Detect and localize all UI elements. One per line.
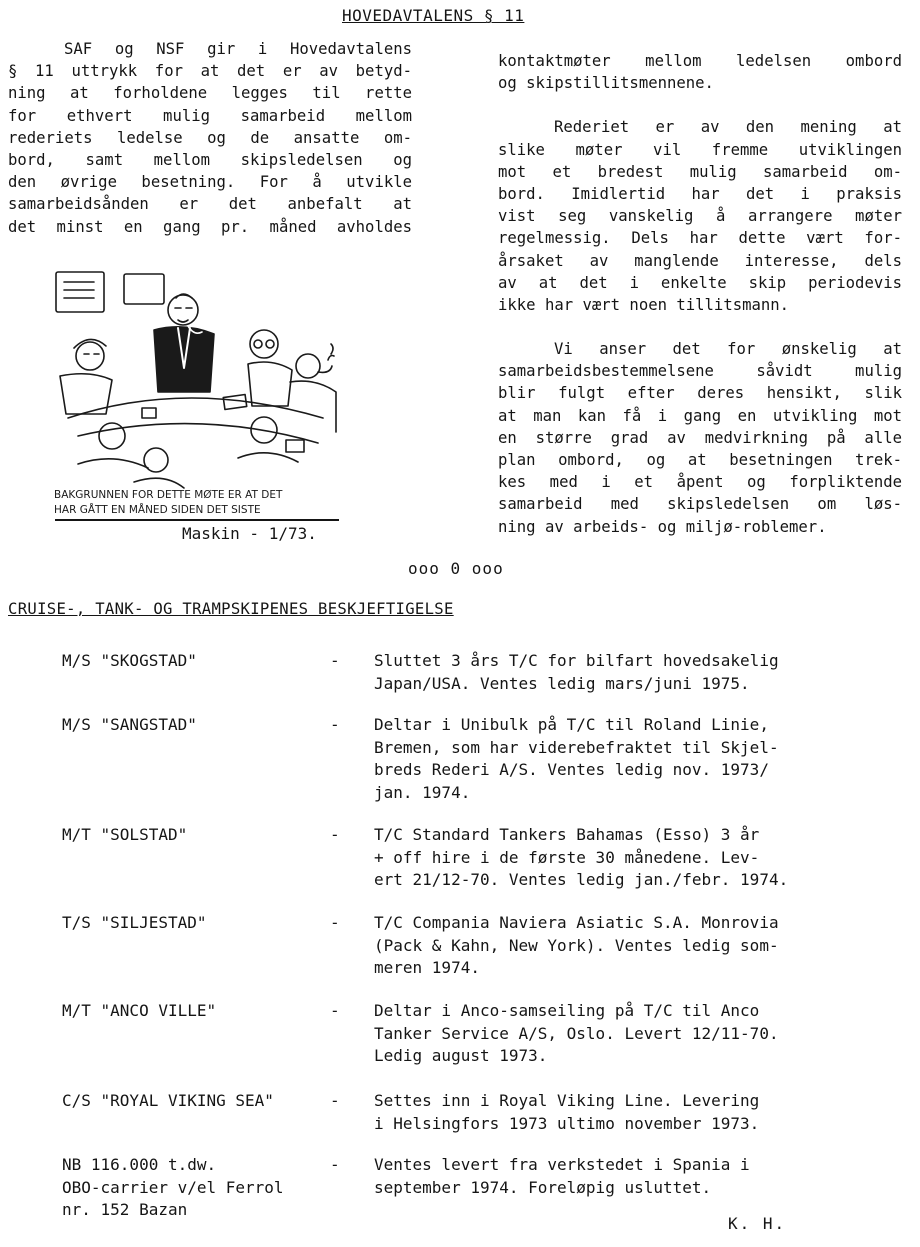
body-line: ning at forholdene legges til rette — [8, 84, 412, 103]
boss-head — [168, 295, 198, 325]
ship-name: M/S "SKOGSTAD" — [62, 651, 197, 670]
ship-description: Ventes levert fra verkstedet i Spania i september 1974. Foreløpig usluttet. — [374, 1155, 750, 1197]
cartoon-caption-line1: BAKGRUNNEN FOR DETTE MØTE ER AT DET — [54, 489, 283, 501]
author-signature: K. H. — [728, 1214, 787, 1233]
ship-dash: - — [330, 913, 340, 932]
section-separator: ooo 0 ooo — [408, 559, 504, 578]
ship-name: M/S "SANGSTAD" — [62, 715, 197, 734]
cartoon-credit: Maskin - 1/73. — [182, 524, 317, 543]
body-line: samarbeidsbestemmelsene såvidt mulig — [498, 362, 902, 381]
ship-dash: - — [330, 651, 340, 670]
body-line: bord. Imidlertid har det i praksis — [498, 184, 902, 203]
ship-name: M/T "SOLSTAD" — [62, 825, 188, 844]
ship-dash: - — [330, 1091, 340, 1110]
body-line: den øvrige besetning. For å utvikle — [8, 173, 412, 192]
ship-name: T/S "SILJESTAD" — [62, 913, 207, 932]
ship-description: Deltar i Unibulk på T/C til Roland Linie, Bremen, som har viderebefraktet til Skjel- breds Rederi A/S. Ventes ledig nov. 1973/ jan. 1974. — [374, 715, 779, 802]
body-line: Vi anser det for ønskelig at — [554, 340, 902, 359]
ship-dash: - — [330, 715, 340, 734]
ship-dash: - — [330, 1001, 340, 1020]
body-line: bord, samt mellom skipsledelsen og — [8, 150, 412, 169]
body-line: mot et bredest mulig samarbeid om- — [498, 162, 902, 181]
ship-name: M/T "ANCO VILLE" — [62, 1001, 217, 1020]
body-line: det minst en gang pr. måned avholdes — [8, 217, 412, 236]
section-heading: CRUISE-, TANK- OG TRAMPSKIPENES BESKJEFTIGELSE — [8, 600, 454, 618]
body-line: samarbeid med skipsledelsen om løs- — [498, 495, 902, 514]
body-line: årsaket av manglende interesse, dels — [498, 251, 902, 270]
ship-description: T/C Compania Naviera Asiatic S.A. Monrovia (Pack & Kahn, New York). Ventes ledig som- meren 1974. — [374, 913, 779, 977]
body-line: og skipstillitsmennene. — [498, 74, 714, 93]
body-line: av at det i enkelte skip periodevis — [498, 273, 902, 292]
body-line: for ethvert mulig samarbeid mellom — [8, 106, 412, 125]
body-line: blir fulgt efter deres hensikt, slik — [498, 384, 902, 403]
body-line: plan ombord, og at besetningen trek- — [498, 451, 902, 469]
body-line: en større grad av medvirkning på alle — [498, 428, 902, 447]
meeting-cartoon — [38, 268, 338, 526]
intro-column-right — [498, 50, 902, 538]
page-title: HOVEDAVTALENS § 11 — [342, 6, 525, 25]
cartoon-rule — [55, 519, 339, 521]
body-line: samarbeidsånden er det anbefalt at — [8, 195, 412, 214]
intro-column-left — [8, 38, 412, 238]
ship-name: C/S "ROYAL VIKING SEA" — [62, 1091, 274, 1110]
ship-dash: - — [330, 825, 340, 844]
body-line: Rederiet er av den mening at — [554, 118, 902, 137]
ship-name: NB 116.000 t.dw. OBO-carrier v/el Ferrol nr. 152 Bazan — [62, 1155, 284, 1219]
ship-description: Sluttet 3 års T/C for bilfart hovedsakelig Japan/USA. Ventes ledig mars/juni 1975. — [374, 651, 779, 693]
body-line: § 11 uttrykk for at det er av betyd- — [8, 62, 412, 81]
body-line: rederiets ledelse og de ansatte om- — [8, 128, 412, 147]
body-line: regelmessig. Dels har dette vært for- — [498, 229, 902, 248]
ship-description: Deltar i Anco-samseiling på T/C til Anco Tanker Service A/S, Oslo. Levert 12/11-70. Ledig august 1973. — [374, 1001, 779, 1065]
body-line: vist seg vanskelig å arrangere møter — [498, 207, 902, 226]
picture-frame — [56, 272, 104, 312]
body-line: kontaktmøter mellom ledelsen ombord — [498, 52, 902, 70]
ship-description: T/C Standard Tankers Bahamas (Esso) 3 år + off hire i de første 30 månedene. Lev- ert 21/12-70. Ventes ledig jan./febr. 1974. — [374, 825, 789, 889]
body-line: at man kan få i gang en utvikling mot — [498, 406, 902, 425]
ship-description: Settes inn i Royal Viking Line. Levering i Helsingfors 1973 ultimo november 1973. — [374, 1091, 760, 1133]
body-line: kes med i et åpent og forpliktende — [498, 473, 902, 492]
body-line: slike møter vil fremme utviklingen — [498, 140, 902, 159]
body-line: ikke har vært noen tillitsmann. — [498, 295, 790, 314]
ship-dash: - — [330, 1155, 340, 1174]
cartoon-caption-line2: HAR GÅTT EN MÅNED SIDEN DET SISTE — [54, 504, 261, 516]
body-line: ning av arbeids- og miljø-roblemer. — [498, 517, 827, 536]
body-line: SAF og NSF gir i Hovedavtalens — [64, 40, 412, 58]
